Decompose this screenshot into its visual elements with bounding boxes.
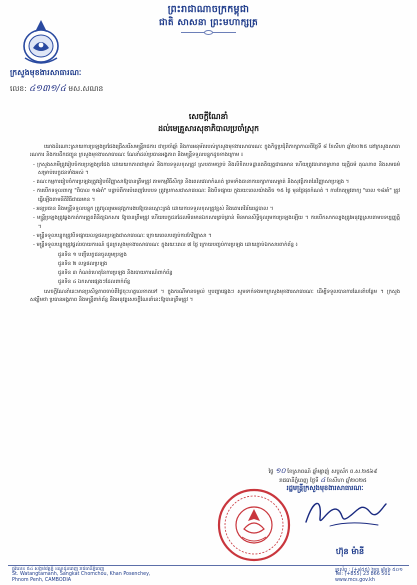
header-divider-ornament — [204, 30, 213, 35]
attachment-item: ជូនទិន ៤ ឯកសារផ្សេងៗដែលពាក់ព័ន្ធ — [58, 279, 131, 286]
reference-number: ៤១៣១/៤ — [28, 84, 67, 94]
footer-phone-km: ទូរស័ព្ទ : (+៨៥៥) ២៣ ៨៦៦ ៥០១ — [335, 568, 403, 573]
footer-address-km: ផ្លូវលេខ ៥៤ សង្កាត់វត្តភ្នំ ខណ្ឌដូនពេញ រាជធានីភ្នំពេញ — [12, 567, 105, 572]
attachment-item: ជូនទិន ១ បញ្ជីបេក្ខជនចូលរួមប្រឡង — [58, 251, 127, 258]
reference-line — [10, 83, 103, 96]
footer-address-en-2: Phnom Penh, CAMBODIA — [12, 578, 72, 583]
date-block — [238, 467, 408, 485]
gregorian-date: រាជធានីភ្នំពេញ ថ្ងៃទី ៤ ខែសីហា ឆ្នាំ២០២៥ — [279, 476, 367, 484]
kingdom-header: ព្រះរាជាណាចក្រកម្ពុជា — [167, 4, 250, 15]
body-bullet: - មន្ត្រីទទួលបន្ទុកត្រូវបិទផ្សាយលទ្ធផលប្រឡងជាសាធារណៈ ក្រោយពេលបញ្ចប់ការកែវិញ្ញាសា ។ — [33, 232, 212, 239]
signature-icon — [300, 492, 390, 532]
ministry-name: ក្រសួងមុខងារសាធារណៈ — [10, 68, 82, 77]
body-bullet: - មន្ត្រីប្រឡងត្រូវឆ្លងកាត់ការត្រួតពិនិត្យឯកសារ ឱ្យបានត្រឹមត្រូវ ហើយបេក្ខជនដែលមិនមានឯកសារគ្រប់គ្រាន់ មិនមានសិទ្ធិចូលរួមការប្រឡងឡើយ ។ ការបើកសាកល្បងត្រូវអនុវត្តស្របតាមបទប្បញ្ញត្តិ ។ — [33, 215, 400, 230]
lunar-date: ថ្ងៃ ១០ ខែស្រាពណ៍ ឆ្នាំម្សាញ់ សប្តស័ក ព.ស.២៥៦៩ — [268, 467, 378, 475]
attachment-item: ជូនទិន ៣ កំណត់ហេតុនៃការប្រឡង និងរបាយការណ៍ពាក់ព័ន្ធ — [58, 270, 173, 277]
closing-paragraph: សេចក្តីណែនាំនេះមានប្រសិទ្ធភាពចាប់ពីថ្ងៃចុះហត្ថលេខាតទៅ ។ ក្នុងករណីមានចម្ងល់ ឬបញ្ហាផ្សេងៗ សូមទាក់ទងមកក្រសួងមុខងារសាធារណៈ ដើម្បីទទួលបានការណែនាំបន្ថែម ។ ក្រសួងសង្ឃឹមថា ប្រធានអង្គភាព និងមន្ត្រីពាក់ព័ន្ធ នឹងអនុវត្តសេចក្តីណែនាំនេះឱ្យបានត្រឹមត្រូវ ។ — [30, 288, 400, 304]
reference-suffix: មស.សណន — [68, 84, 104, 93]
official-seal-icon — [216, 487, 292, 563]
document-title: សេចក្តីណែនាំ — [188, 112, 229, 121]
signer-title: រដ្ឋមន្ត្រីក្រសួងមុខងារសាធារណៈ — [286, 484, 364, 492]
body-bullet: - មន្ត្រីទទួលបន្ទុកត្រូវផ្តល់របាយការណ៍ ជូនក្រសួងមុខងារសាធារណៈ ក្នុងរយៈពេល ៧ ថ្ងៃ ក្រោយបញ្ចប់ការប្រឡង ដោយភ្ជាប់ឯកសារពាក់ព័ន្ធ ៖ — [33, 242, 298, 249]
signer-name: ហ៊ុន ម៉ានី — [335, 547, 365, 556]
body-bullet: - ក្រសួងសាមីត្រូវរៀបចំការប្រឡងប្រជែង ដោយយកភាពជាម្ចាស់ និងការទទួលខុសត្រូវ ស្របតាមច្បាប់ និងលិខិតបទដ្ឋានគតិយុត្តជាធរមាន ហើយត្រូវធានាតម្លាភាព យុត្តិធម៌ គុណភាព និងសមធម៌ សម្រាប់បេក្ខជនទាំងអស់ ។ — [33, 161, 400, 176]
footer-address-en-1: St. Watangtamanh, Sangkat Chomchou, Khan Posenchey, — [12, 572, 151, 577]
body-bullet: - គណៈកម្មការរៀបចំការប្រឡងត្រូវរៀបចំវិញ្ញាសាឱ្យបានត្រឹមត្រូវ តាមកម្មវិធីសិក្សា និងពេលវេលាកំណត់ ព្រមទាំងធានាការរក្សាការសម្ងាត់ និងសុវត្ថិភាពនៃវិញ្ញាសាប្រឡង ។ — [33, 179, 349, 186]
footer-website-link[interactable]: www.mcs.gov.kh — [335, 578, 375, 583]
body-bullet: - អនុប្រធាន និងមន្ត្រីទទួលបន្ទុក ត្រូវចូលរួមអនុវត្តការងារឱ្យបានស្មោះត្រង់ ដោយការទទួលខុសត្រូវខ្ពស់ និងគោរពវិន័យរដ្ឋបាល ។ — [33, 206, 274, 213]
document-body — [30, 143, 400, 305]
motto-header: ជាតិ សាសនា ព្រះមហាក្សត្រ — [159, 18, 258, 28]
footer-phone-en: Tel: (+855) 23 866 501 — [335, 572, 391, 577]
body-paragraph: យោងដំណោះស្រាយការប្រឡងប្រជែងជ្រើសរើសមន្ត្រីរាជការ ជាប្រចាំឆ្នាំ និងការអនុម័តរបស់ក្រសួងមុខងារសាធារណៈ ក្នុងកិច្ចប្រជុំពិភាក្សាកាលពីថ្ងៃទី ៨ ខែសីហា ឆ្នាំ២០២៥ នៅក្រសួងសាធារណការ និងការដឹកជញ្ជូន ក្រសួងមុខងារសាធារណៈ ណែនាំដល់ប្រធានអង្គភាព និងមន្ត្រីទទួលបន្ទុកដូចខាងក្រោម ៖ — [30, 144, 400, 159]
footer-divider — [8, 565, 409, 566]
lunar-date-handwritten: ១០ — [275, 467, 286, 475]
gregorian-date-handwritten: ៤ — [320, 476, 326, 484]
attachment-item: ជូនទិន ២ លទ្ធផលប្រឡង — [58, 260, 108, 267]
document-subtitle: ដល់មេគ្រួសារសុខាភិបាលប្រចាំស្រុក — [158, 124, 259, 133]
body-bullet: - ការបើកទទួលពាក្យ "ពិបាល ១៨អាំ" បន្ទាប់ពីការបំពេញបែបបទ ត្រូវប្រកាសជាសាធារណៈ និងបិទផ្សាយ ក្នុងរយៈពេលយ៉ាងតិច ១៥ ថ្ងៃ មុនថ្ងៃផុតកំណត់ ។ ការកែតម្រូវពាក្យ "ពេល ១៨អាំ" ត្រូវធ្វើឡើងតាមនីតិវិធីជាធរមាន ។ — [33, 188, 400, 203]
reference-label: លេខ: — [10, 84, 27, 93]
ministry-emblem-icon — [19, 18, 63, 66]
